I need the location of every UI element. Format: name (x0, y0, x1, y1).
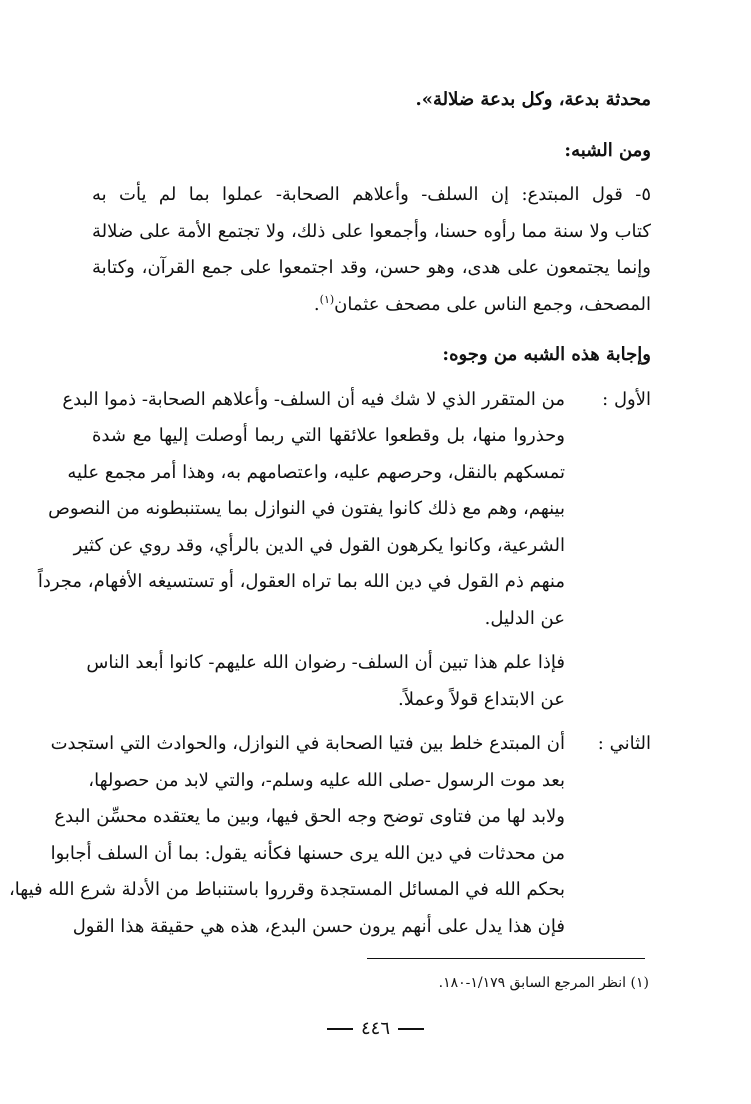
text-line: بعد موت الرسول -صلى الله عليه وسلم-، والتي لابد من حصولها، (88, 769, 565, 791)
footnote-text: انظر المرجع السابق ١/١٧٩-١٨٠. (438, 975, 627, 991)
point-label: الثاني : (597, 733, 651, 754)
page-number-area (0, 1018, 751, 1039)
text-line: ولابد لها من فتاوى توضح وجه الحق فيها، وبين ما يعتقده محسِّن البدع (54, 806, 565, 827)
text-line: أن المبتدع خلط بين فتيا الصحابة في النوازل، والحوادث التي استجدت (50, 733, 565, 754)
text-line: منهم ذم القول في دين الله بما تراه العقول، أو تستسيغه الأفهام، مجرداً (37, 571, 565, 592)
text-line: وحذروا منها، بل وقطعوا علائقها التي ربما أوصلت إليها مع شدة (92, 425, 565, 446)
main-text (9, 82, 651, 945)
top-line: محدثة بدعة، وكل بدعة ضلالة». (415, 89, 651, 110)
point-body (9, 726, 565, 945)
footnote (439, 972, 649, 994)
text-line: فإن هذا يدل على أنهم يرون حسن البدع، هذه هي حقيقة هذا القول (72, 915, 565, 937)
text-line: بحكم الله في المسائل المستجدة وقرروا باستنباط من الأدلة شرع الله فيها، (9, 879, 565, 900)
text-line: وإنما يجتمعون على هدى، وهو حسن، وقد اجتمعوا على جمع القرآن، وكتابة (92, 257, 651, 278)
shubha-paragraph (92, 177, 651, 323)
text-line: عن الدليل. (484, 607, 565, 629)
text-line (92, 287, 651, 324)
text-line: تمسكهم بالنقل، وحرصهم عليه، واعتصامهم به، وهذا أمر مجمع عليه (67, 461, 565, 483)
point-label: الأول : (602, 388, 651, 410)
text-line: من المتقرر الذي لا شك فيه أن السلف- وأعلاهم الصحابة- ذموا البدع (62, 388, 565, 410)
text-line: فإذا علم هذا تبين أن السلف- رضوان الله عليهم- كانوا أبعد الناس (86, 652, 565, 673)
page-number-dash (398, 1028, 424, 1030)
point-first (37, 382, 651, 719)
point-body (37, 382, 565, 719)
point-second (9, 726, 651, 945)
footnote-marker: (١) (319, 292, 335, 306)
text-line: ٥- قول المبتدع: إن السلف- وأعلاهم الصحابة- عملوا بما لم يأت به (92, 184, 651, 205)
answer-heading: وإجابة هذه الشبه من وجوه: (442, 344, 651, 365)
text-line: من محدثات في دين الله يرى حسنها فكأنه يقول: بما أن السلف أجابوا (50, 842, 565, 864)
text-line: الشرعية، وكانوا يكرهون القول في الدين بالرأي، وقد روي عن كثير (73, 534, 565, 556)
sentence-end: . (313, 293, 320, 315)
footnote-number: (١) (630, 975, 649, 991)
text-fragment: المصحف، وجمع الناس على مصحف عثمان (334, 293, 651, 315)
text-line: بينهم، وهم مع ذلك كانوا يفتون في النوازل بما يستنبطونه من النصوص (48, 498, 565, 519)
shubha-heading: ومن الشبه: (564, 139, 651, 161)
page-number-dash (327, 1028, 353, 1030)
page-number: ٤٤٦ (360, 1018, 390, 1039)
footnote-divider (367, 958, 645, 959)
text-line: عن الابتداع قولاً وعملاً. (398, 688, 565, 710)
text-line: كتاب ولا سنة مما رأوه حسنا، وأجمعوا على ذلك، ولا تجتمع الأمة على ضلالة (92, 220, 651, 242)
